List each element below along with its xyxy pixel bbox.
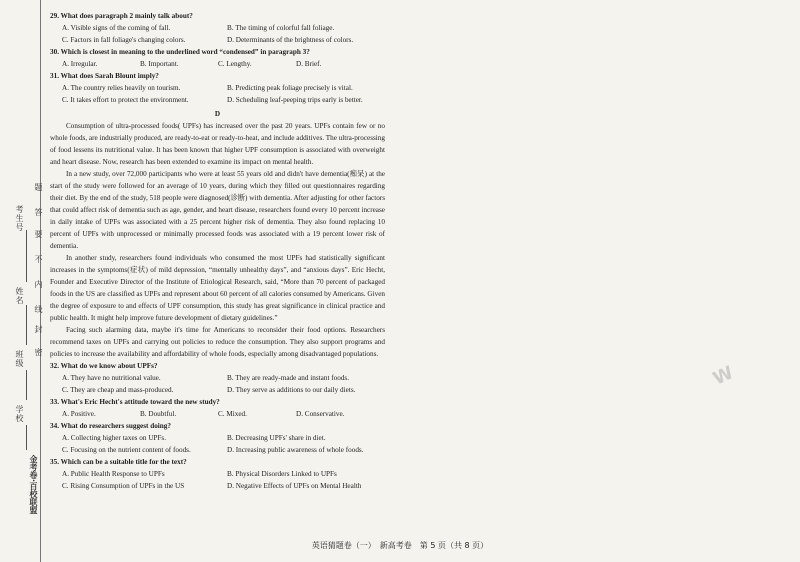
option: C. Focusing on the nutrient content of foods. (62, 446, 191, 454)
option: B. Doubtful. (140, 410, 177, 418)
page-footer: 英语猜题卷（一） 新高考卷 第 5 页（共 8 页） (311, 541, 489, 550)
class-blank (26, 370, 27, 400)
seal-char: 封 (34, 325, 43, 334)
binding-margin (0, 0, 50, 562)
question-33: 33. What's Eric Hecht's attitude toward the new study? (50, 398, 220, 406)
option: B. Important. (140, 60, 179, 68)
question-31: 31. What does Sarah Blount imply? (50, 72, 159, 80)
seal-char: 密 (34, 348, 43, 357)
option: B. The timing of colorful fall foliage. (227, 24, 335, 32)
option: D. Brief. (296, 60, 322, 68)
option: A. Collecting higher taxes on UPFs. (62, 434, 167, 442)
seal-char: 要 (34, 230, 43, 239)
question-32: 32. What do we know about UPFs? (50, 362, 158, 370)
question-29-options (50, 22, 385, 46)
option: A. The country relies heavily on tourism. (62, 84, 181, 92)
exam-number-blank (26, 230, 27, 282)
passage-paragraph: Facing such alarming data, maybe it's time for Americans to reconsider their food options. Researchers recommend taxes on UPFs and carrying out policies to reduce the consumption. They also support programs and policies to increase the availability and affordability of whole foods, especially among disadvantaged populations. (50, 326, 385, 358)
question-33-options (50, 408, 385, 420)
option: A. They have no nutritional value. (62, 374, 161, 382)
section-heading: D (214, 110, 221, 118)
seal-char: 答 (34, 208, 43, 217)
option: B. Decreasing UPFs' share in diet. (227, 434, 326, 442)
option: A. Public Health Response to UPFs (62, 470, 165, 478)
option: B. They are ready-made and instant foods. (227, 374, 350, 382)
passage-paragraph: Consumption of ultra-processed foods( UPFs) has increased over the past 20 years. UPFs contain few or no whole foods, are industrially produced, are ready-to-eat or ready-to-heat, and include additives. The ultra-processing of food lessens its nutritional value. It has been known that higher UPF consumption is associated with overweight and heart disease. Now, research has been extended to examine its impact on mental health. (50, 122, 385, 166)
option: D. They serve as additions to our daily diets. (227, 386, 356, 394)
question-35-options (50, 468, 385, 492)
question-34: 34. What do researchers suggest doing? (50, 422, 171, 430)
question-32-options (50, 372, 385, 396)
option: C. It takes effort to protect the environment. (62, 96, 189, 104)
option: D. Scheduling leaf-peeping trips early is better. (227, 96, 363, 104)
option: B. Predicting peak foliage precisely is vital. (227, 84, 353, 92)
name-blank (26, 305, 27, 345)
option: D. Increasing public awareness of whole foods. (227, 446, 364, 454)
seal-char: 内 (34, 280, 43, 289)
option: D. Conservative. (296, 410, 345, 418)
question-31-options (50, 82, 385, 106)
school-label: 学校 (15, 405, 24, 423)
option: D. Determinants of the brightness of colors. (227, 36, 354, 44)
option: C. They are cheap and mass-produced. (62, 386, 174, 394)
class-label: 班级 (15, 350, 24, 368)
option: C. Factors in fall foliage's changing colors. (62, 36, 186, 44)
seal-char: 线 (34, 305, 43, 314)
seal-char: 题 (34, 183, 43, 192)
option: C. Rising Consumption of UPFs in the US (62, 482, 185, 490)
passage-paragraph: In another study, researchers found individuals who consumed the most UPFs had statistically significant increases in the symptoms(症状) of mild depression, “mentally unhealthy days”, and “anxious days”. Eric Hecht, Founder and Executive Director of the Institute of Etiological Research, said, “More than 70 percent of packaged foods in the US are classified as UPFs and represent about 60 percent of all calories consumed by Americans. Given the degree of exposure to and effects of UPF consumption, this study has great significance in clinical practice and public health. It might help improve future development of dietary guidelines.” (50, 254, 385, 322)
seal-char: 不 (34, 255, 43, 264)
question-30: 30. Which is closest in meaning to the underlined word “condensed” in paragraph 3? (50, 48, 310, 56)
publisher-stamp: 金考卷·百校联盟 (29, 455, 38, 515)
option: A. Visible signs of the coming of fall. (62, 24, 171, 32)
school-blank (26, 425, 27, 450)
passage-paragraph: In a new study, over 72,000 participants who were at least 55 years old and didn't have dementia(痴呆) at the start of the study were followed for an average of 10 years, during which they filled out questionnaires regarding their diet. By the end of the study, 518 people were diagnosed(诊断) with dementia. After adjusting for other factors that could affect risk of dementia such as age, gender, and heart disease, researchers found every 10 percent increase in daily intake of UPFs was associated with a 25 percent higher risk of dementia. They also found replacing 10 percent of UPFs with unprocessed or minimally processed foods was associated with a 19 percent lower risk of dementia. (50, 170, 385, 250)
question-35: 35. Which can be a suitable title for the text? (50, 458, 187, 466)
name-label: 姓名 (15, 287, 24, 305)
option: A. Irregular. (62, 60, 98, 68)
option: C. Mixed. (218, 410, 247, 418)
exam-number-label: 考生号 (15, 205, 24, 232)
option: D. Negative Effects of UPFs on Mental Health (227, 482, 362, 490)
question-30-options (50, 58, 385, 70)
question-29: 29. What does paragraph 2 mainly talk about? (50, 12, 193, 20)
page-content (50, 10, 385, 492)
option: C. Lengthy. (218, 60, 252, 68)
watermark-logo: W (709, 362, 737, 390)
question-34-options (50, 432, 385, 456)
option: B. Physical Disorders Linked to UPFs (227, 470, 337, 478)
option: A. Positive. (62, 410, 96, 418)
